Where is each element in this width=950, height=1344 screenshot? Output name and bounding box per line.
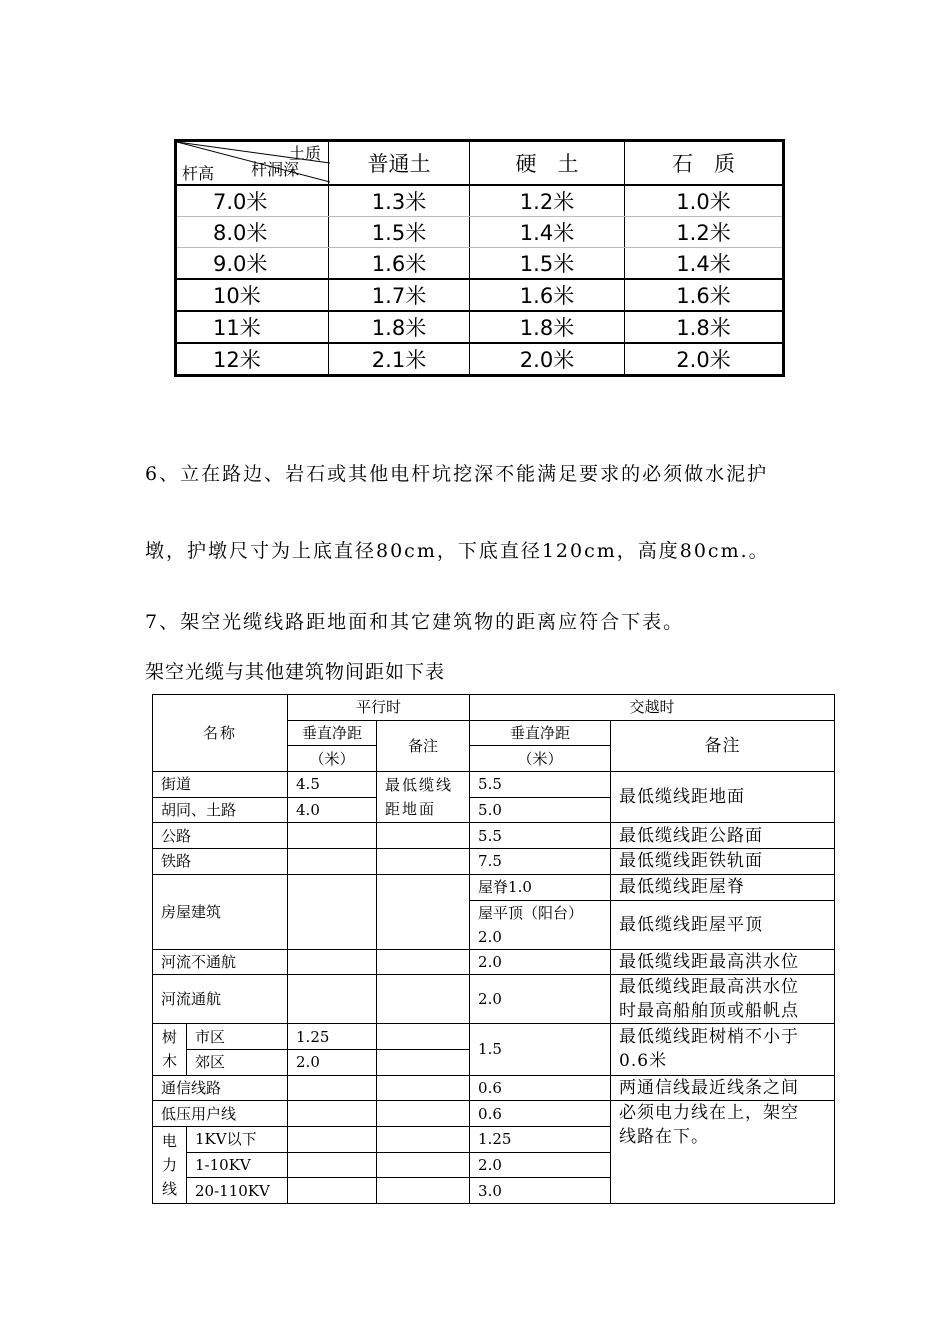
corner-label-soil: 土质 [289, 144, 322, 163]
pole-height-cell: 9.0米 [176, 248, 329, 280]
crossing-note: 最低缆线距屋平顶 [611, 900, 835, 949]
depth-cell: 2.1米 [329, 343, 470, 376]
depth-cell: 2.0米 [470, 343, 625, 376]
crossing-value: 0.6 [470, 1075, 611, 1101]
river-nav-note-line-2: 时最高船舶顶或船帆点 [619, 1001, 800, 1022]
row-label-power-line [153, 1126, 187, 1203]
crossing-value: 2.0 [470, 975, 611, 1024]
parallel-note [377, 1126, 470, 1152]
depth-cell: 1.6米 [329, 248, 470, 280]
table-row [153, 1024, 835, 1050]
table-row [176, 185, 784, 217]
pole-height-cell: 10米 [176, 279, 329, 311]
flat-roof-line-1: 屋平顶（阳台） [478, 903, 584, 922]
col-header-hard-soil: 硬 土 [470, 141, 625, 186]
corner-label-hole-depth: 杆洞深 [251, 160, 300, 179]
header-crossing: 交越时 [470, 695, 835, 721]
power-char-2: 力 [161, 1155, 177, 1174]
tree-note-line-1: 最低缆线距树梢不小于 [619, 1027, 800, 1048]
crossing-value: 5.0 [470, 797, 611, 823]
trees-char-1: 树 [161, 1028, 177, 1047]
parallel-note [377, 975, 470, 1024]
parallel-value: 4.5 [288, 772, 377, 798]
header-vertical-distance-2: 垂直净距 [470, 720, 611, 746]
row-label-power-20-110kv: 20-110KV [187, 1178, 288, 1204]
col-header-rock: 石 质 [625, 141, 784, 186]
depth-cell: 1.7米 [329, 279, 470, 311]
header-vertical-distance-unit-2: （米） [470, 746, 611, 772]
flat-roof-line-2: 2.0 [478, 927, 502, 946]
depth-cell: 1.0米 [625, 185, 784, 217]
crossing-value: 屋脊1.0 [470, 874, 611, 900]
depth-cell: 1.8米 [470, 311, 625, 343]
parallel-note [377, 1152, 470, 1178]
pole-height-cell: 8.0米 [176, 217, 329, 248]
crossing-value-flat-roof [470, 900, 611, 949]
parallel-value [288, 823, 377, 849]
crossing-value: 2.0 [470, 949, 611, 975]
crossing-value: 0.6 [470, 1101, 611, 1127]
depth-cell: 1.8米 [625, 311, 784, 343]
parallel-value [288, 1075, 377, 1101]
depth-cell: 1.4米 [625, 248, 784, 280]
crossing-note: 最低缆线距屋脊 [611, 874, 835, 900]
header-note: 备注 [377, 720, 470, 771]
parallel-value [288, 874, 377, 949]
row-label-power-1-10kv: 1-10KV [187, 1152, 288, 1178]
parallel-note [377, 874, 470, 949]
parallel-value: 2.0 [288, 1049, 377, 1075]
parallel-note-line-1: 最低缆线 [385, 776, 454, 795]
row-label-power-1kv: 1KV以下 [187, 1126, 288, 1152]
row-label-street: 街道 [153, 772, 288, 798]
table-row [153, 823, 835, 849]
parallel-note-ground [377, 772, 470, 823]
table-row [176, 343, 784, 376]
parallel-value [288, 849, 377, 875]
crossing-value: 3.0 [470, 1178, 611, 1204]
table-row [176, 279, 784, 311]
crossing-note: 最低缆线距铁轨面 [611, 849, 835, 875]
crossing-value: 1.25 [470, 1126, 611, 1152]
depth-cell: 1.5米 [470, 248, 625, 280]
pole-height-cell: 11米 [176, 311, 329, 343]
trees-char-2: 木 [161, 1052, 177, 1071]
header-name: 名称 [153, 695, 288, 772]
table-row [153, 1101, 835, 1127]
crossing-note: 两通信线最近线条之间 [611, 1075, 835, 1101]
parallel-value [288, 1178, 377, 1204]
corner-label-pole-height: 杆高 [182, 164, 215, 183]
depth-cell: 1.4米 [470, 217, 625, 248]
row-label-river-navigable: 河流通航 [153, 975, 288, 1024]
table-header-row [176, 141, 784, 186]
pole-height-cell: 7.0米 [176, 185, 329, 217]
parallel-note-line-2: 距地面 [385, 800, 437, 819]
parallel-note [377, 849, 470, 875]
parallel-note [377, 1101, 470, 1127]
crossing-value: 5.5 [470, 772, 611, 798]
table-row [153, 1075, 835, 1101]
table-row [176, 311, 784, 343]
pole-depth-table [174, 139, 785, 377]
row-label-city: 市区 [187, 1024, 288, 1050]
parallel-note [377, 949, 470, 975]
parallel-value [288, 1126, 377, 1152]
depth-cell: 1.2米 [470, 185, 625, 217]
row-label-alley: 胡同、土路 [153, 797, 288, 823]
table-row [176, 248, 784, 280]
depth-cell: 2.0米 [625, 343, 784, 376]
header-vertical-distance-unit: （米） [288, 746, 377, 772]
crossing-note [611, 975, 835, 1024]
power-char-3: 线 [161, 1179, 177, 1198]
table-row [153, 949, 835, 975]
depth-cell: 1.8米 [329, 311, 470, 343]
parallel-value: 1.25 [288, 1024, 377, 1050]
parallel-note [377, 1178, 470, 1204]
table-row [153, 849, 835, 875]
row-label-suburb: 郊区 [187, 1049, 288, 1075]
depth-cell: 1.2米 [625, 217, 784, 248]
row-label-trees [153, 1024, 187, 1075]
paragraph-6-line-2: 墩，护墩尺寸为上底直径80cm，下底直径120cm，高度80cm.。 [145, 540, 770, 562]
parallel-value [288, 1152, 377, 1178]
power-note-line-2: 线路在下。 [619, 1127, 710, 1148]
row-label-river-non-navigable: 河流不通航 [153, 949, 288, 975]
crossing-value: 5.5 [470, 823, 611, 849]
table-row [176, 217, 784, 248]
table-row [153, 874, 835, 900]
parallel-value: 4.0 [288, 797, 377, 823]
crossing-note [611, 1024, 835, 1075]
tree-note-line-2: 0.6米 [619, 1051, 668, 1072]
parallel-value [288, 975, 377, 1024]
table-caption: 架空光缆与其他建筑物间距如下表 [145, 661, 446, 683]
crossing-value: 1.5 [470, 1024, 611, 1075]
col-header-normal-soil: 普通土 [329, 141, 470, 186]
parallel-note [377, 1024, 470, 1050]
row-label-low-voltage: 低压用户线 [153, 1101, 288, 1127]
header-vertical-distance: 垂直净距 [288, 720, 377, 746]
pole-height-cell: 12米 [176, 343, 329, 376]
crossing-note-power [611, 1101, 835, 1204]
paragraph-7: 7、架空光缆线路距地面和其它建筑物的距离应符合下表。 [145, 611, 685, 633]
depth-cell: 1.6米 [470, 279, 625, 311]
row-label-communication: 通信线路 [153, 1075, 288, 1101]
parallel-value [288, 949, 377, 975]
header-parallel: 平行时 [288, 695, 470, 721]
depth-cell: 1.3米 [329, 185, 470, 217]
diagonal-header-cell [176, 141, 329, 186]
depth-cell: 1.5米 [329, 217, 470, 248]
crossing-note: 最低缆线距最高洪水位 [611, 949, 835, 975]
header-note-2: 备注 [611, 720, 835, 771]
parallel-value [288, 1101, 377, 1127]
parallel-note [377, 1075, 470, 1101]
paragraph-6-line-1: 6、立在路边、岩石或其他电杆坑挖深不能满足要求的必须做水泥护 [145, 463, 769, 485]
parallel-note [377, 1049, 470, 1075]
row-label-house: 房屋建筑 [153, 874, 288, 949]
table-row [153, 772, 835, 798]
crossing-value: 7.5 [470, 849, 611, 875]
power-note-line-1: 必须电力线在上，架空 [619, 1103, 800, 1124]
table-header-row [153, 695, 835, 721]
crossing-note: 最低缆线距公路面 [611, 823, 835, 849]
river-nav-note-line-1: 最低缆线距最高洪水位 [619, 977, 800, 998]
crossing-value: 2.0 [470, 1152, 611, 1178]
row-label-highway: 公路 [153, 823, 288, 849]
clearance-table [152, 694, 835, 1204]
row-label-railway: 铁路 [153, 849, 288, 875]
crossing-note: 最低缆线距地面 [611, 772, 835, 823]
depth-cell: 1.6米 [625, 279, 784, 311]
parallel-note [377, 823, 470, 849]
power-char-1: 电 [161, 1131, 177, 1150]
